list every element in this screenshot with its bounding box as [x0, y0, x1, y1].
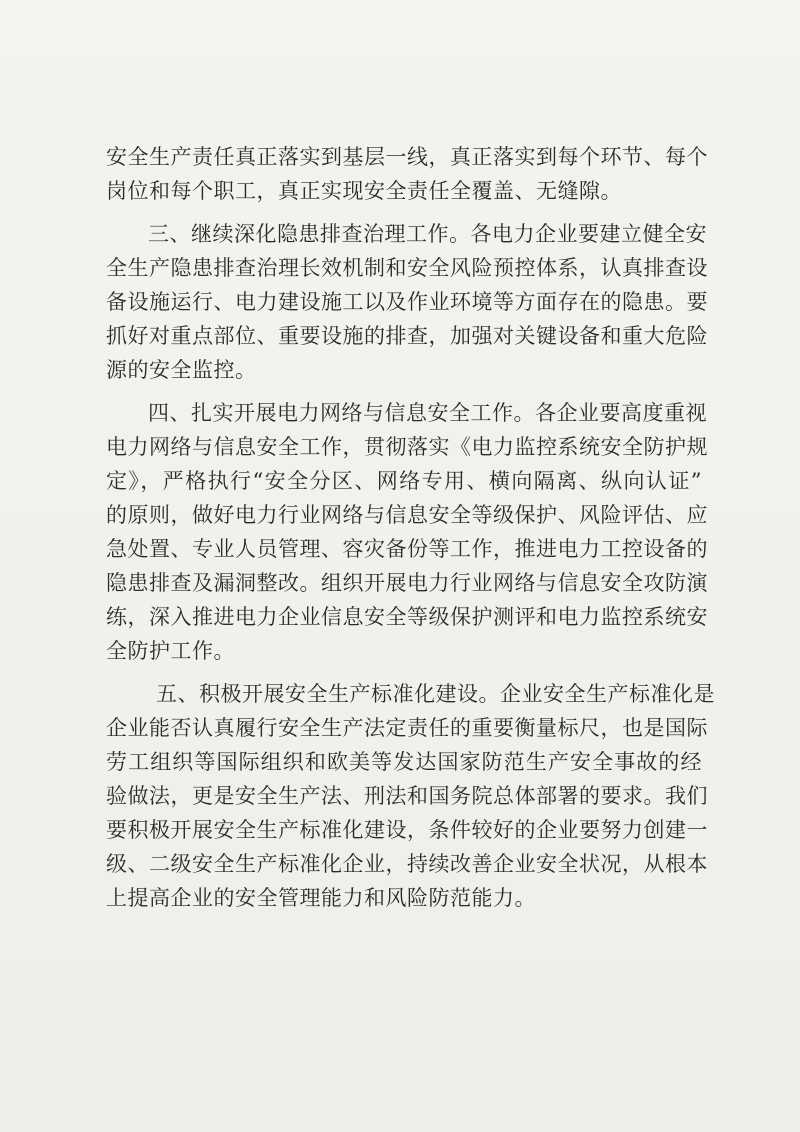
text-line: 四、扎实开展电力网络与信息安全工作。各企业要高度重视	[148, 401, 707, 425]
text-line: 企业能否认真履行安全生产法定责任的重要衡量标尺，也是国际	[106, 716, 708, 740]
text-line: 劳工组织等国际组织和欧美等发达国家防范生产安全事故的经	[106, 750, 702, 774]
text-line: 定》，严格执行“安全分区、网络专用、横向隔离、纵向认证”	[106, 469, 702, 493]
paragraph-section-four	[106, 396, 708, 668]
text-line: 的原则，做好电力行业网络与信息安全等级保护、风险评估、应	[106, 503, 708, 527]
text-line: 三、继续深化隐患排查治理工作。各电力企业要建立健全安	[148, 222, 707, 246]
text-line: 全防护工作。	[106, 639, 235, 663]
paragraph-continuation	[106, 140, 708, 208]
paragraph-section-three	[106, 217, 708, 387]
text-line: 级、二级安全生产标准化企业，持续改善企业安全状况，从根本	[106, 852, 708, 876]
text-line: 五、积极开展安全生产标准化建设。企业安全生产标准化是	[156, 682, 715, 706]
text-line: 练，深入推进电力企业信息安全等级保护测评和电力监控系统安	[106, 605, 708, 629]
text-line: 电力网络与信息安全工作，贯彻落实《电力监控系统安全防护规	[106, 435, 708, 459]
text-line: 上提高企业的安全管理能力和风险防范能力。	[106, 886, 536, 910]
text-line: 急处置、专业人员管理、容灾备份等工作，推进电力工控设备的	[106, 537, 708, 561]
text-line: 隐患排查及漏洞整改。组织开展电力行业网络与信息安全攻防演	[106, 571, 708, 595]
text-line: 全生产隐患排查治理长效机制和安全风险预控体系，认真排查设	[106, 256, 708, 280]
text-line: 要积极开展安全生产标准化建设，条件较好的企业要努力创建一	[106, 818, 708, 842]
paragraph-section-five	[106, 677, 715, 915]
text-line: 备设施运行、电力建设施工以及作业环境等方面存在的隐患。要	[106, 290, 708, 314]
text-line: 安全生产责任真正落实到基层一线，真正落实到每个环节、每个	[106, 145, 708, 169]
text-line: 源的安全监控。	[106, 358, 257, 382]
text-line: 岗位和每个职工，真正实现安全责任全覆盖、无缝隙。	[106, 179, 622, 203]
text-line: 验做法，更是安全生产法、刑法和国务院总体部署的要求。我们	[106, 784, 708, 808]
document-body	[106, 140, 715, 915]
text-line: 抓好对重点部位、重要设施的排查，加强对关键设备和重大危险	[106, 324, 708, 348]
